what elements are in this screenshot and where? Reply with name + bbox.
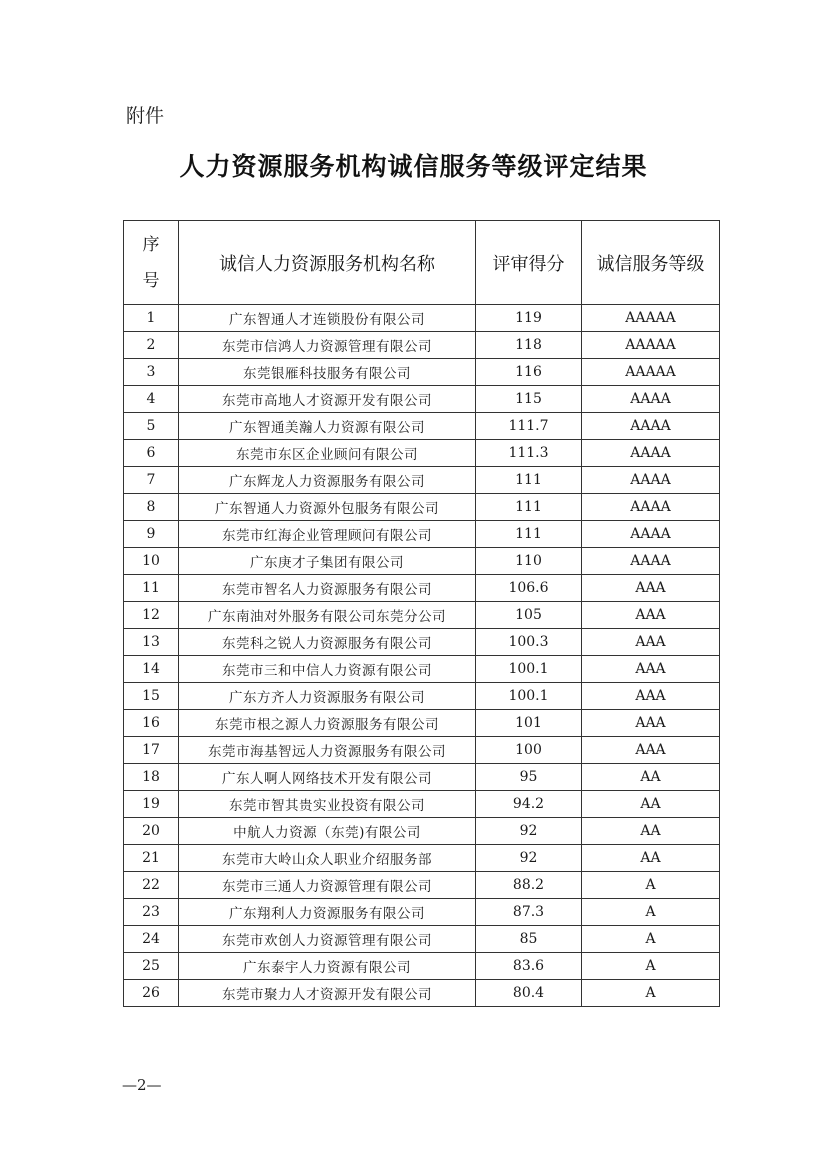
- cell-serial-number: 17: [124, 737, 179, 764]
- cell-score: 111.7: [476, 413, 582, 440]
- cell-score: 111: [476, 494, 582, 521]
- table-row: [124, 332, 720, 359]
- cell-serial-number: 4: [124, 386, 179, 413]
- table-row: [124, 710, 720, 737]
- cell-serial-number: 7: [124, 467, 179, 494]
- table-row: [124, 386, 720, 413]
- cell-grade: AAAA: [582, 440, 720, 467]
- cell-score: 92: [476, 818, 582, 845]
- cell-grade: AA: [582, 818, 720, 845]
- cell-serial-number: 3: [124, 359, 179, 386]
- header-score: 评审得分: [476, 221, 582, 305]
- results-table: [123, 220, 720, 1007]
- cell-serial-number: 11: [124, 575, 179, 602]
- table-row: [124, 494, 720, 521]
- cell-score: 100.1: [476, 656, 582, 683]
- cell-score: 100.1: [476, 683, 582, 710]
- cell-grade: AAAA: [582, 386, 720, 413]
- cell-score: 106.6: [476, 575, 582, 602]
- table-row: [124, 791, 720, 818]
- table-row: [124, 899, 720, 926]
- cell-serial-number: 15: [124, 683, 179, 710]
- cell-org-name: 东莞市海基智远人力资源服务有限公司: [179, 737, 476, 764]
- table-row: [124, 926, 720, 953]
- cell-grade: AAA: [582, 710, 720, 737]
- cell-grade: AAA: [582, 737, 720, 764]
- cell-org-name: 东莞市信鸿人力资源管理有限公司: [179, 332, 476, 359]
- cell-score: 88.2: [476, 872, 582, 899]
- cell-serial-number: 13: [124, 629, 179, 656]
- cell-serial-number: 5: [124, 413, 179, 440]
- cell-org-name: 东莞市红海企业管理顾问有限公司: [179, 521, 476, 548]
- cell-serial-number: 19: [124, 791, 179, 818]
- cell-org-name: 广东方齐人力资源服务有限公司: [179, 683, 476, 710]
- cell-org-name: 广东智通人力资源外包服务有限公司: [179, 494, 476, 521]
- table-header-row: [124, 221, 720, 305]
- cell-org-name: 广东南油对外服务有限公司东莞分公司: [179, 602, 476, 629]
- cell-org-name: 东莞市根之源人力资源服务有限公司: [179, 710, 476, 737]
- cell-org-name: 广东人啊人网络技术开发有限公司: [179, 764, 476, 791]
- table-row: [124, 656, 720, 683]
- cell-serial-number: 9: [124, 521, 179, 548]
- cell-grade: A: [582, 899, 720, 926]
- cell-grade: A: [582, 872, 720, 899]
- table-row: [124, 602, 720, 629]
- cell-org-name: 东莞市智名人力资源服务有限公司: [179, 575, 476, 602]
- attachment-label: 附件: [126, 105, 165, 127]
- table-row: [124, 953, 720, 980]
- cell-grade: AAA: [582, 656, 720, 683]
- cell-score: 116: [476, 359, 582, 386]
- cell-grade: AAAA: [582, 494, 720, 521]
- table-row: [124, 467, 720, 494]
- cell-serial-number: 12: [124, 602, 179, 629]
- cell-serial-number: 24: [124, 926, 179, 953]
- cell-org-name: 东莞市大岭山众人职业介绍服务部: [179, 845, 476, 872]
- header-serial-line1: 序: [142, 234, 160, 255]
- cell-score: 111: [476, 521, 582, 548]
- cell-grade: AAAAA: [582, 305, 720, 332]
- cell-grade: AAAAA: [582, 359, 720, 386]
- table-row: [124, 575, 720, 602]
- cell-org-name: 广东辉龙人力资源服务有限公司: [179, 467, 476, 494]
- cell-score: 105: [476, 602, 582, 629]
- cell-grade: AA: [582, 791, 720, 818]
- cell-org-name: 广东智通美瀚人力资源有限公司: [179, 413, 476, 440]
- cell-grade: AAAA: [582, 521, 720, 548]
- cell-score: 118: [476, 332, 582, 359]
- cell-grade: AAA: [582, 683, 720, 710]
- table-row: [124, 629, 720, 656]
- table-row: [124, 413, 720, 440]
- table-row: [124, 872, 720, 899]
- cell-serial-number: 22: [124, 872, 179, 899]
- cell-serial-number: 6: [124, 440, 179, 467]
- cell-org-name: 广东翔利人力资源服务有限公司: [179, 899, 476, 926]
- cell-org-name: 广东庚才子集团有限公司: [179, 548, 476, 575]
- cell-org-name: 东莞市高地人才资源开发有限公司: [179, 386, 476, 413]
- cell-org-name: 东莞市三和中信人力资源有限公司: [179, 656, 476, 683]
- cell-serial-number: 18: [124, 764, 179, 791]
- table-row: [124, 521, 720, 548]
- cell-serial-number: 1: [124, 305, 179, 332]
- cell-score: 101: [476, 710, 582, 737]
- cell-grade: AAAA: [582, 467, 720, 494]
- table-row: [124, 818, 720, 845]
- cell-grade: A: [582, 953, 720, 980]
- cell-grade: AA: [582, 764, 720, 791]
- cell-org-name: 东莞科之锐人力资源服务有限公司: [179, 629, 476, 656]
- cell-grade: AAA: [582, 575, 720, 602]
- cell-grade: AAA: [582, 629, 720, 656]
- cell-score: 111.3: [476, 440, 582, 467]
- cell-serial-number: 23: [124, 899, 179, 926]
- cell-serial-number: 2: [124, 332, 179, 359]
- cell-org-name: 东莞银雁科技服务有限公司: [179, 359, 476, 386]
- header-serial-number: [124, 221, 179, 305]
- cell-score: 83.6: [476, 953, 582, 980]
- cell-score: 115: [476, 386, 582, 413]
- cell-serial-number: 26: [124, 980, 179, 1007]
- cell-serial-number: 10: [124, 548, 179, 575]
- cell-serial-number: 16: [124, 710, 179, 737]
- cell-org-name: 中航人力资源（东莞)有限公司: [179, 818, 476, 845]
- cell-score: 92: [476, 845, 582, 872]
- cell-serial-number: 21: [124, 845, 179, 872]
- cell-score: 95: [476, 764, 582, 791]
- table-row: [124, 359, 720, 386]
- cell-serial-number: 20: [124, 818, 179, 845]
- table-row: [124, 737, 720, 764]
- cell-score: 119: [476, 305, 582, 332]
- table-row: [124, 305, 720, 332]
- cell-grade: AAA: [582, 602, 720, 629]
- cell-org-name: 东莞市东区企业顾问有限公司: [179, 440, 476, 467]
- page-title: 人力资源服务机构诚信服务等级评定结果: [179, 152, 648, 181]
- table-row: [124, 440, 720, 467]
- cell-grade: AAAAA: [582, 332, 720, 359]
- cell-score: 94.2: [476, 791, 582, 818]
- cell-org-name: 东莞市三通人力资源管理有限公司: [179, 872, 476, 899]
- cell-score: 80.4: [476, 980, 582, 1007]
- page-number: —2—: [122, 1076, 162, 1094]
- cell-grade: AA: [582, 845, 720, 872]
- cell-score: 100.3: [476, 629, 582, 656]
- table-row: [124, 845, 720, 872]
- cell-score: 85: [476, 926, 582, 953]
- table-row: [124, 683, 720, 710]
- cell-org-name: 东莞市聚力人才资源开发有限公司: [179, 980, 476, 1007]
- cell-grade: AAAA: [582, 548, 720, 575]
- cell-grade: A: [582, 926, 720, 953]
- cell-org-name: 广东智通人才连锁股份有限公司: [179, 305, 476, 332]
- cell-org-name: 广东泰宇人力资源有限公司: [179, 953, 476, 980]
- table-row: [124, 548, 720, 575]
- cell-grade: A: [582, 980, 720, 1007]
- table-row: [124, 980, 720, 1007]
- cell-score: 110: [476, 548, 582, 575]
- cell-serial-number: 25: [124, 953, 179, 980]
- header-serial-line2: 号: [142, 270, 160, 291]
- cell-grade: AAAA: [582, 413, 720, 440]
- cell-org-name: 东莞市欢创人力资源管理有限公司: [179, 926, 476, 953]
- cell-score: 87.3: [476, 899, 582, 926]
- table-row: [124, 764, 720, 791]
- cell-score: 111: [476, 467, 582, 494]
- cell-org-name: 东莞市智其贵实业投资有限公司: [179, 791, 476, 818]
- header-grade: 诚信服务等级: [582, 221, 720, 305]
- cell-serial-number: 8: [124, 494, 179, 521]
- cell-serial-number: 14: [124, 656, 179, 683]
- header-org-name: 诚信人力资源服务机构名称: [179, 221, 476, 305]
- cell-score: 100: [476, 737, 582, 764]
